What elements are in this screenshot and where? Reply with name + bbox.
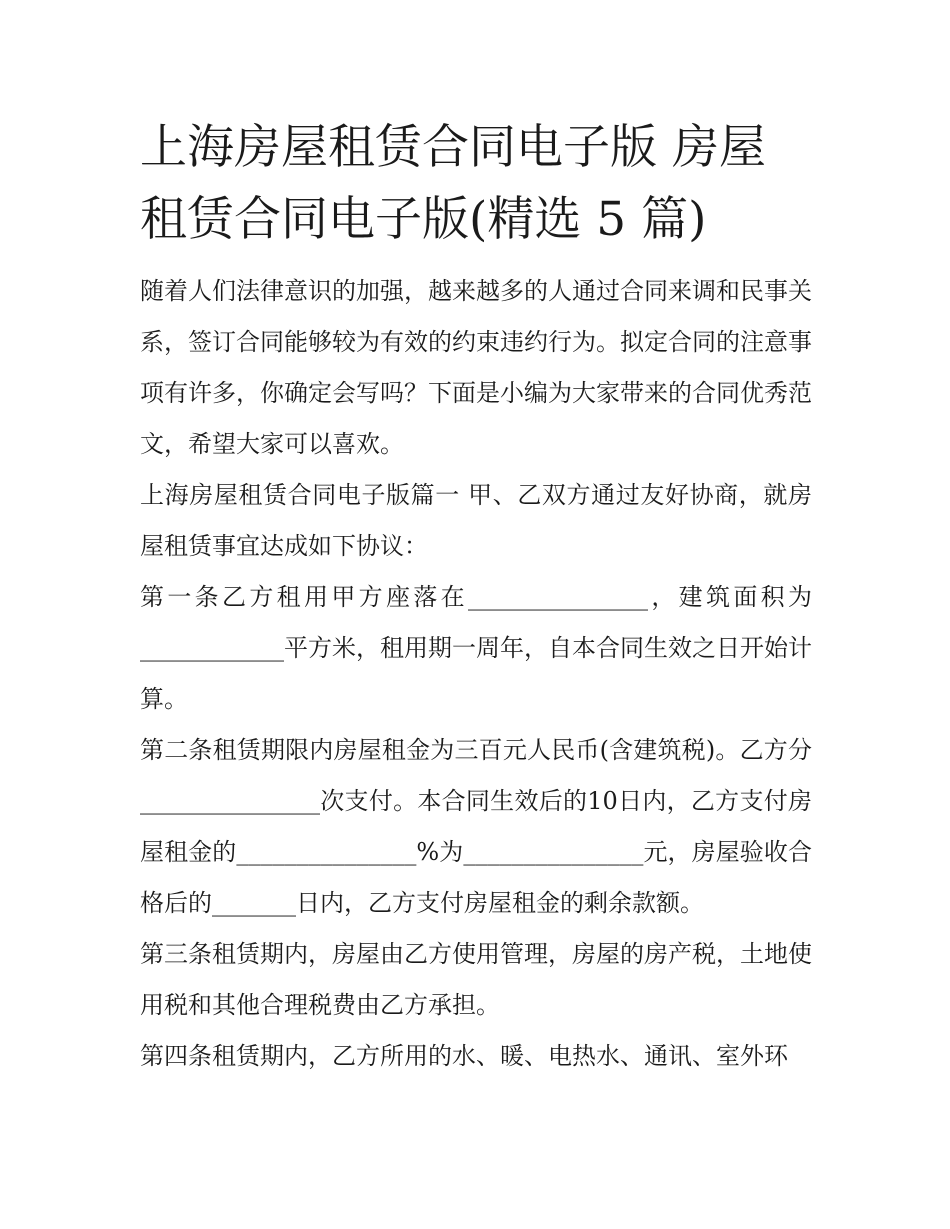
document-title: 上海房屋租赁合同电子版 房屋租赁合同电子版(精选 5 篇) [140, 120, 766, 247]
clause-two-paragraph: 第二条租赁期限内房屋租金为三百元人民币(含建筑税)。乙方分_______________次支付。本合同生效后的10日内，乙方支付房屋租金的_______________%为_______________元，房屋验收合格后的_______日内，乙方支付房屋租金的剩余款额。 [140, 736, 812, 917]
clause-four-paragraph: 第四条租赁期内，乙方所用的水、暖、电热水、通讯、室外环 [140, 1042, 788, 1070]
intro-paragraph: 随着人们法律意识的加强，越来越多的人通过合同来调和民事关系，签订合同能够较为有效的约束违约行为。拟定合同的注意事项有许多，你确定会写吗？下面是小编为大家带来的合同优秀范文，希望大家可以喜欢。 [140, 277, 812, 458]
clause-three-paragraph: 第三条租赁期内，房屋由乙方使用管理，房屋的房产税，土地使用税和其他合理税费由乙方承担。 [140, 940, 812, 1019]
document-page [140, 112, 812, 1082]
section-one-heading-paragraph: 上海房屋租赁合同电子版篇一 甲、乙双方通过友好协商，就房屋租赁事宜达成如下协议： [140, 481, 812, 560]
clause-one-paragraph: 第一条乙方租用甲方座落在_______________，建筑面积为____________平方米，租用期一周年，自本合同生效之日开始计算。 [140, 583, 812, 713]
